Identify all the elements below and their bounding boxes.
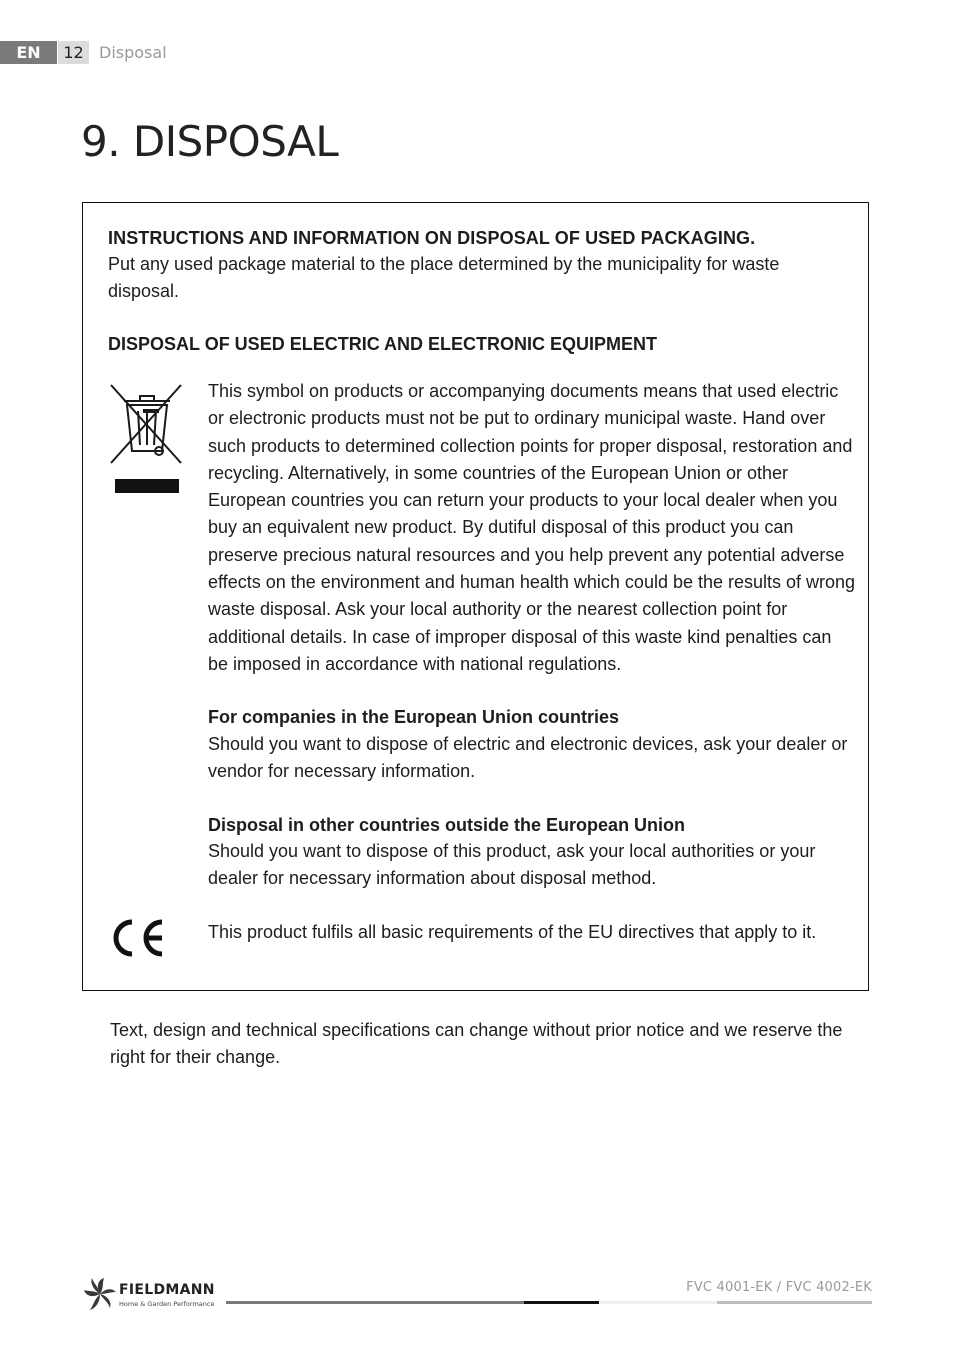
- language-tag: EN: [0, 41, 57, 64]
- outside-eu-heading: Disposal in other countries outside the European Union: [208, 815, 686, 835]
- ce-mark-icon: [108, 916, 166, 960]
- disposal-info-box: [82, 202, 869, 991]
- fieldmann-fan-icon: [82, 1276, 118, 1312]
- page-number: 12: [58, 41, 89, 64]
- ce-text: This product fulfils all basic requirements of the EU directives that apply to it.: [208, 922, 817, 942]
- packaging-heading: INSTRUCTIONS AND INFORMATION ON DISPOSAL OF USED PACKAGING.: [108, 228, 756, 248]
- brand-tagline: Home & Garden Performance: [119, 1300, 215, 1308]
- outside-eu-text: Should you want to dispose of this product, ask your local authorities or your dealer for necessary information about disposal method.: [208, 841, 816, 889]
- footer-line-dark: [524, 1301, 599, 1304]
- eu-companies-text: Should you want to dispose of electric and electronic devices, ask your dealer or vendor for necessary information.: [208, 734, 848, 782]
- footer-line-mid: [226, 1301, 524, 1304]
- footer-line-light: [599, 1301, 717, 1304]
- eu-companies-heading: For companies in the European Union countries: [208, 707, 620, 727]
- crossed-out-wheelie-bin-icon: [109, 383, 183, 497]
- brand-logo: [82, 1276, 227, 1312]
- brand-name: FIELDMANN: [119, 1282, 215, 1298]
- model-number: FVC 4001-EK / FVC 4002-EK: [686, 1280, 872, 1295]
- change-notice: Text, design and technical specifications can change without prior notice and we reserve the right for their change.: [110, 1020, 843, 1068]
- footer-line-end: [717, 1301, 872, 1304]
- page-title: 9. DISPOSAL: [81, 117, 339, 166]
- section-name: Disposal: [99, 43, 167, 62]
- weee-heading: DISPOSAL OF USED ELECTRIC AND ELECTRONIC EQUIPMENT: [108, 334, 658, 354]
- weee-text: This symbol on products or accompanying documents means that used electric or electronic products must not be put to ordinary municipal waste. Hand over such products to determined collection points for proper disposal, restoration and recycling. Alternatively, in some countries of the European Union or other European countries you can return your products to your local dealer when you buy an equivalent new product. By dutiful disposal of this product you can preserve precious natural resources and you help prevent any potential adverse effects on the environment and human health which could be the results of wrong waste disposal. Ask your local authority or the nearest collection point for additional details. In case of improper disposal of this waste kind penalties can be imposed in accordance with national regulations.: [208, 381, 856, 674]
- packaging-text: Put any used package material to the place determined by the municipality for waste disposal.: [108, 254, 780, 302]
